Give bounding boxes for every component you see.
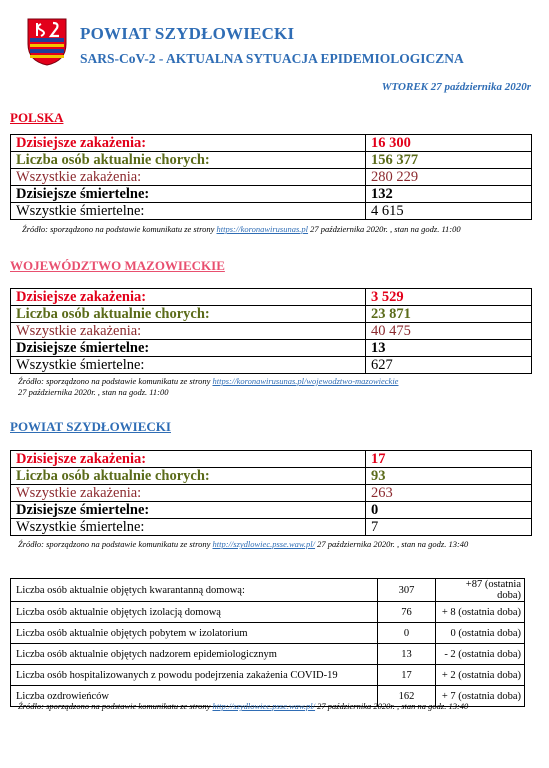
stat-value: 40 475 — [366, 323, 532, 340]
stat-value: 156 377 — [366, 152, 532, 169]
report-date: WTOREK 27 października 2020r — [381, 81, 531, 93]
section-title-polska: POLSKA — [10, 110, 64, 125]
page-title: POWIAT SZYDŁOWIECKI — [80, 24, 295, 43]
detail-delta: + 7 (ostatnia doba) — [436, 686, 525, 707]
detail-delta: 0 (ostatnia doba) — [436, 623, 525, 644]
table-row — [11, 135, 532, 152]
stat-label: Liczba osób aktualnie chorych: — [11, 152, 366, 169]
table-row — [11, 644, 525, 665]
source-note-polska — [22, 224, 461, 235]
detail-delta: + 8 (ostatnia doba) — [436, 602, 525, 623]
stat-value: 13 — [366, 340, 532, 357]
stat-value: 627 — [366, 357, 532, 374]
detail-delta: - 2 (ostatnia doba) — [436, 644, 525, 665]
stat-label: Dzisiejsze zakażenia: — [11, 451, 366, 468]
table-row — [11, 323, 532, 340]
stat-label: Wszystkie zakażenia: — [11, 169, 366, 186]
stat-value: 93 — [366, 468, 532, 485]
stat-label: Dzisiejsze zakażenia: — [11, 135, 366, 152]
stat-value: 23 871 — [366, 306, 532, 323]
table-row — [11, 289, 532, 306]
stat-label: Dzisiejsze śmiertelne: — [11, 186, 366, 203]
table-row — [11, 485, 532, 502]
stat-value: 132 — [366, 186, 532, 203]
table-row — [11, 623, 525, 644]
stat-label: Wszystkie śmiertelne: — [11, 357, 366, 374]
stats-table-mazowieckie — [10, 288, 532, 374]
detail-label: Liczba osób aktualnie objętych pobytem w izolatorium — [11, 623, 378, 644]
detail-label: Liczba osób aktualnie objętych izolacją domową — [11, 602, 378, 623]
detail-delta: + 2 (ostatnia doba) — [436, 665, 525, 686]
stat-label: Wszystkie zakażenia: — [11, 323, 366, 340]
source-prefix: Źródło: sporządzono na podstawie komunikatu ze strony — [18, 539, 213, 549]
stat-label: Dzisiejsze śmiertelne: — [11, 340, 366, 357]
table-row — [11, 602, 525, 623]
stat-value: 0 — [366, 502, 532, 519]
table-row — [11, 186, 532, 203]
stat-value: 4 615 — [366, 203, 532, 220]
table-row — [11, 203, 532, 220]
table-row — [11, 468, 532, 485]
source-note-szydlowiecki — [18, 539, 468, 550]
table-row — [11, 306, 532, 323]
detail-value: 17 — [378, 665, 436, 686]
detail-value: 0 — [378, 623, 436, 644]
source-note-mazowieckie — [18, 376, 398, 397]
detail-value: 307 — [378, 579, 436, 602]
table-row — [11, 451, 532, 468]
stat-label: Dzisiejsze zakażenia: — [11, 289, 366, 306]
table-row — [11, 502, 532, 519]
detail-label: Liczba osób hospitalizowanych z powodu podejrzenia zakażenia COVID-19 — [11, 665, 378, 686]
detail-value: 76 — [378, 602, 436, 623]
source-prefix: Źródło: sporządzono na podstawie komunikatu ze strony — [18, 376, 213, 386]
page-subtitle: SARS-CoV-2 - AKTUALNA SYTUACJA EPIDEMIOLOGICZNA — [80, 51, 464, 66]
table-row — [11, 579, 525, 602]
table-row — [11, 519, 532, 536]
source-suffix: 27 października 2020r. , stan na godz. 13:40 — [315, 701, 469, 711]
source-note-details — [18, 701, 468, 712]
stat-label: Dzisiejsze śmiertelne: — [11, 502, 366, 519]
section-title-mazowieckie: WOJEWÓDZTWO MAZOWIECKIE — [10, 258, 225, 273]
stat-value: 17 — [366, 451, 532, 468]
details-table — [10, 578, 525, 707]
detail-label: Liczba ozdrowieńców — [11, 686, 378, 707]
stat-value: 263 — [366, 485, 532, 502]
stats-table-polska — [10, 134, 532, 220]
stat-label: Liczba osób aktualnie chorych: — [11, 306, 366, 323]
stat-value: 280 229 — [366, 169, 532, 186]
source-prefix: Źródło: sporządzono na podstawie komunikatu ze strony — [22, 224, 217, 234]
source-suffix: 27 października 2020r. , stan na godz. 11:00 — [308, 224, 461, 234]
source-link[interactable]: http://szydlowiec.psse.waw.pl/ — [212, 701, 316, 711]
stat-value: 7 — [366, 519, 532, 536]
detail-label: Liczba osób aktualnie objętych kwarantanną domową: — [11, 579, 378, 602]
table-row — [11, 665, 525, 686]
source-prefix: Źródło: sporządzono na podstawie komunikatu ze strony — [18, 701, 213, 711]
detail-value: 162 — [378, 686, 436, 707]
table-row — [11, 152, 532, 169]
section-title-szydlowiecki: POWIAT SZYDŁOWIECKI — [10, 419, 171, 434]
source-link[interactable]: https://koronawirusunas.pl/wojewodztwo-mazowieckie — [212, 376, 399, 386]
detail-value: 13 — [378, 644, 436, 665]
table-row — [11, 340, 532, 357]
stats-table-szydlowiecki — [10, 450, 532, 536]
source-link[interactable]: http://szydlowiec.psse.waw.pl/ — [212, 539, 316, 549]
stat-label: Wszystkie zakażenia: — [11, 485, 366, 502]
detail-label: Liczba osób aktualnie objętych nadzorem epidemiologicznym — [11, 644, 378, 665]
detail-delta: +87 (ostatnia doba) — [436, 579, 525, 602]
stat-label: Wszystkie śmiertelne: — [11, 203, 366, 220]
table-row — [11, 169, 532, 186]
stat-value: 16 300 — [366, 135, 532, 152]
source-link[interactable]: https://koronawirusunas.pl — [216, 224, 309, 234]
table-row — [11, 357, 532, 374]
coat-of-arms-logo — [27, 18, 67, 66]
source-suffix: 27 października 2020r. , stan na godz. 11:00 — [18, 386, 169, 397]
stat-value: 3 529 — [366, 289, 532, 306]
stat-label: Liczba osób aktualnie chorych: — [11, 468, 366, 485]
source-suffix: 27 października 2020r. , stan na godz. 13:40 — [315, 539, 469, 549]
stat-label: Wszystkie śmiertelne: — [11, 519, 366, 536]
